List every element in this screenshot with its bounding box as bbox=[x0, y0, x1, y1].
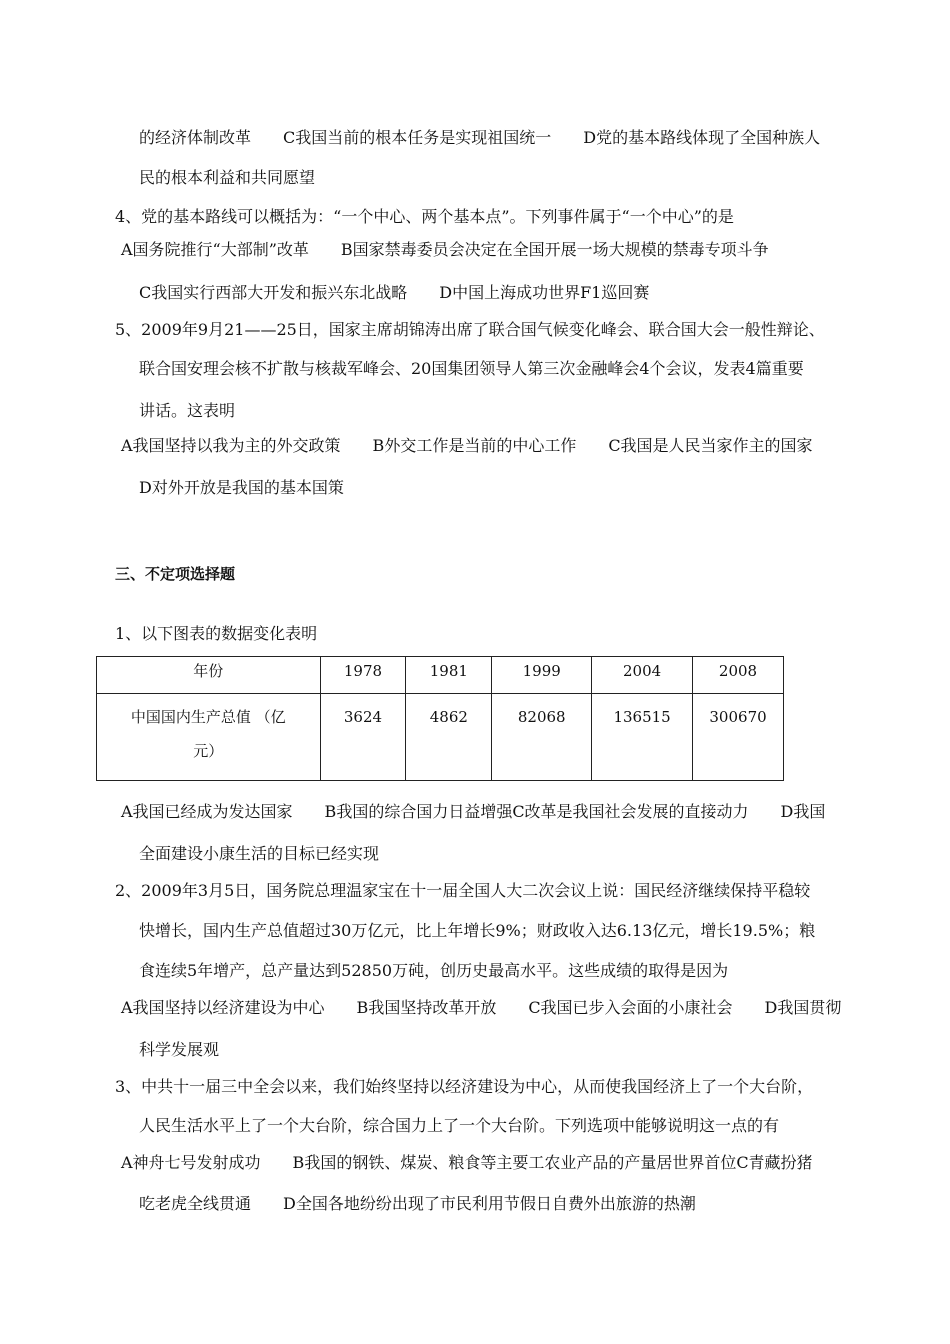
table-value-cell: 136515 bbox=[592, 694, 693, 781]
question-5-stem: 5、2009年9月21——25日，国家主席胡锦涛出席了联合国气候变化峰会、联合国大会一般性辩论、 bbox=[115, 320, 825, 339]
table-value-cell: 82068 bbox=[492, 694, 592, 781]
question-3-stem: 人民生活水平上了一个大台阶，综合国力上了一个大台阶。下列选项中能够说明这一点的有 bbox=[139, 1116, 780, 1135]
question-4-options: A国务院推行“大部制”改革 B国家禁毒委员会决定在全国开展一场大规模的禁毒专项斗争 bbox=[121, 240, 769, 259]
question-3-options: A神舟七号发射成功 B我国的钢铁、煤炭、粮食等主要工农业产品的产量居世界首位C青藏扮猪 bbox=[121, 1153, 813, 1172]
table-row bbox=[97, 694, 784, 781]
table-year-cell: 1981 bbox=[406, 657, 492, 694]
question-3-options: 吃老虎全线贯通 D全国各地纷纷出现了市民利用节假日自费外出旅游的热潮 bbox=[139, 1194, 696, 1213]
question-2-stem: 快增长，国内生产总值超过30万亿元，比上年增长9%；财政收入达6.13亿元，增长19.5%；粮 bbox=[139, 921, 816, 940]
table-header-label: 年份 bbox=[97, 657, 321, 694]
table-year-cell: 2004 bbox=[592, 657, 693, 694]
question-1-options: A我国已经成为发达国家 B我国的综合国力日益增强C改革是我国社会发展的直接动力 D我国 bbox=[121, 802, 826, 821]
question-1-stem: 1、以下图表的数据变化表明 bbox=[115, 624, 318, 643]
question-5-options: A我国坚持以我为主的外交政策 B外交工作是当前的中心工作 C我国是人民当家作主的国家 bbox=[121, 436, 813, 455]
gdp-table bbox=[96, 656, 784, 781]
question-5-options: D对外开放是我国的基本国策 bbox=[139, 478, 344, 497]
table-value-cell: 3624 bbox=[320, 694, 406, 781]
text-line: 民的根本利益和共同愿望 bbox=[139, 168, 316, 187]
table-value-cell: 4862 bbox=[406, 694, 492, 781]
text-line: 的经济体制改革 C我国当前的根本任务是实现祖国统一 D党的基本路线体现了全国种族人 bbox=[139, 128, 821, 147]
question-4-options: C我国实行西部大开发和振兴东北战略 D中国上海成功世界F1巡回赛 bbox=[139, 283, 650, 302]
table-value-cell: 300670 bbox=[693, 694, 784, 781]
table-row-label-line: 元） bbox=[193, 742, 224, 760]
table-header-row bbox=[97, 657, 784, 694]
question-2-options: A我国坚持以经济建设为中心 B我国坚持改革开放 C我国已步入会面的小康社会 D我国贯彻 bbox=[121, 998, 842, 1017]
question-2-stem: 2、2009年3月5日，国务院总理温家宝在十一届全国人大二次会议上说：国民经济继续保持平稳较 bbox=[115, 881, 811, 900]
table-year-cell: 2008 bbox=[693, 657, 784, 694]
question-2-options: 科学发展观 bbox=[139, 1040, 220, 1059]
table-row-label bbox=[97, 694, 321, 781]
table-year-cell: 1978 bbox=[320, 657, 406, 694]
question-3-stem: 3、中共十一届三中全会以来，我们始终坚持以经济建设为中心，从而使我国经济上了一个大台阶， bbox=[115, 1077, 814, 1096]
question-5-stem: 讲话。这表明 bbox=[139, 401, 236, 420]
table-year-cell: 1999 bbox=[492, 657, 592, 694]
question-5-stem: 联合国安理会核不扩散与核裁军峰会、20国集团领导人第三次金融峰会4个会议，发表4篇重要 bbox=[139, 359, 804, 378]
question-4-stem: 4、党的基本路线可以概括为：“一个中心、两个基本点”。下列事件属于“一个中心”的是 bbox=[115, 207, 734, 226]
question-2-stem: 食连续5年增产，总产量达到52850万砘，创历史最高水平。这些成绩的取得是因为 bbox=[139, 961, 729, 980]
table-row-label-line: 中国国内生产总值 （亿 bbox=[130, 708, 286, 726]
question-1-options: 全面建设小康生活的目标已经实现 bbox=[139, 844, 380, 863]
section-heading: 三、不定项选择题 bbox=[115, 565, 236, 583]
